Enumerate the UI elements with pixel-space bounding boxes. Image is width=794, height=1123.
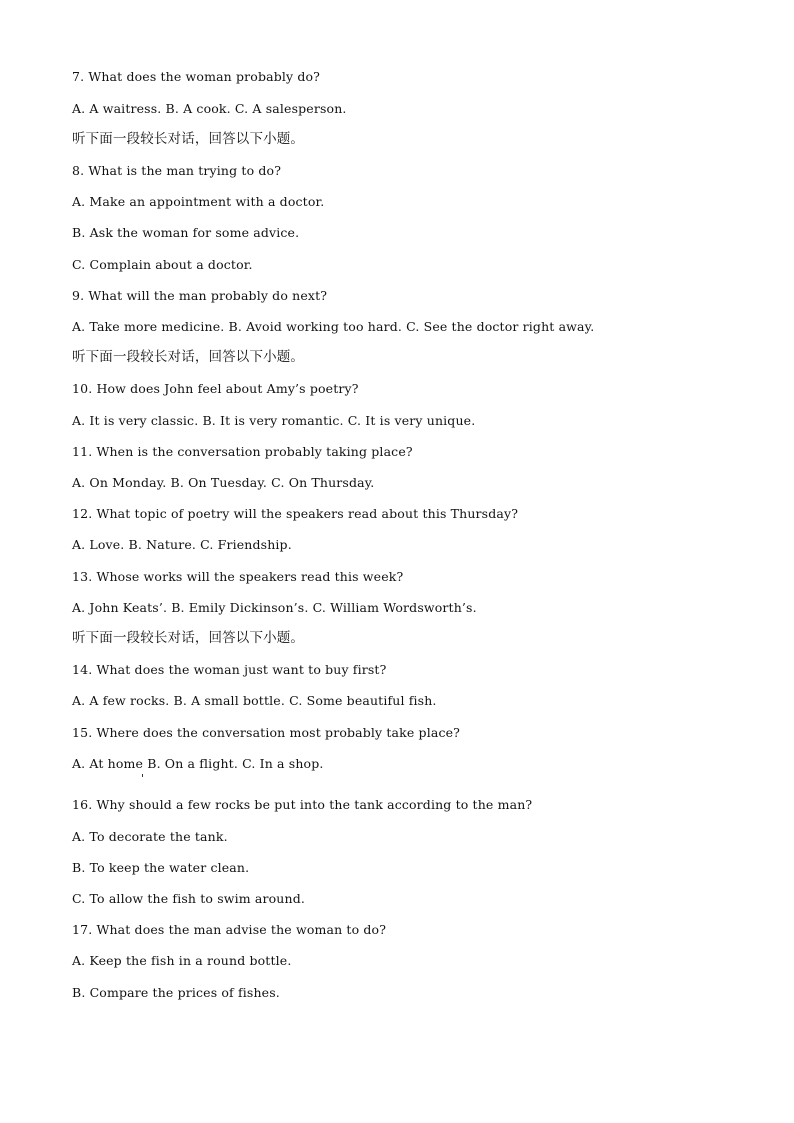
question-11-options: A. On Monday. B. On Tuesday. C. On Thursday. — [72, 475, 375, 490]
question-13: 13. Whose works will the speakers read this week? — [72, 569, 404, 584]
question-11: 11. When is the conversation probably taking place? — [72, 444, 413, 459]
question-10: 10. How does John feel about Amy’s poetry? — [72, 381, 359, 396]
section-instruction: 听下面一段较长对话，回答以下小题。 — [72, 349, 305, 365]
section-instruction: 听下面一段较长对话，回答以下小题。 — [72, 131, 305, 147]
question-10-options: A. It is very classic. B. It is very romantic. C. It is very unique. — [72, 413, 476, 428]
question-8-option-b: B. Ask the woman for some advice. — [72, 225, 300, 240]
question-17: 17. What does the man advise the woman to do? — [72, 922, 387, 937]
section-instruction: 听下面一段较长对话，回答以下小题。 — [72, 630, 305, 646]
question-12-options: A. Love. B. Nature. C. Friendship. — [72, 537, 292, 552]
stray-mark — [142, 774, 143, 777]
question-16-option-b: B. To keep the water clean. — [72, 860, 250, 875]
question-17-option-a: A. Keep the fish in a round bottle. — [72, 953, 292, 968]
question-9-options: A. Take more medicine. B. Avoid working too hard. C. See the doctor right away. — [72, 319, 595, 334]
question-7-options: A. A waitress. B. A cook. C. A salesperson. — [72, 101, 347, 116]
question-13-options: A. John Keats’. B. Emily Dickinson’s. C. William Wordsworth’s. — [72, 600, 477, 615]
question-9: 9. What will the man probably do next? — [72, 288, 328, 303]
question-15: 15. Where does the conversation most probably take place? — [72, 725, 461, 740]
question-16-option-c: C. To allow the fish to swim around. — [72, 891, 305, 906]
question-8-option-c: C. Complain about a doctor. — [72, 257, 253, 272]
question-14-options: A. A few rocks. B. A small bottle. C. Some beautiful fish. — [72, 693, 437, 708]
question-8-option-a: A. Make an appointment with a doctor. — [72, 194, 325, 209]
question-14: 14. What does the woman just want to buy first? — [72, 662, 387, 677]
question-15-options: A. At home B. On a flight. C. In a shop. — [72, 756, 324, 771]
question-12: 12. What topic of poetry will the speakers read about this Thursday? — [72, 506, 519, 521]
question-16-option-a: A. To decorate the tank. — [72, 829, 228, 844]
question-7: 7. What does the woman probably do? — [72, 69, 321, 84]
question-8: 8. What is the man trying to do? — [72, 163, 282, 178]
question-17-option-b: B. Compare the prices of fishes. — [72, 985, 280, 1000]
question-16: 16. Why should a few rocks be put into the tank according to the man? — [72, 797, 533, 812]
